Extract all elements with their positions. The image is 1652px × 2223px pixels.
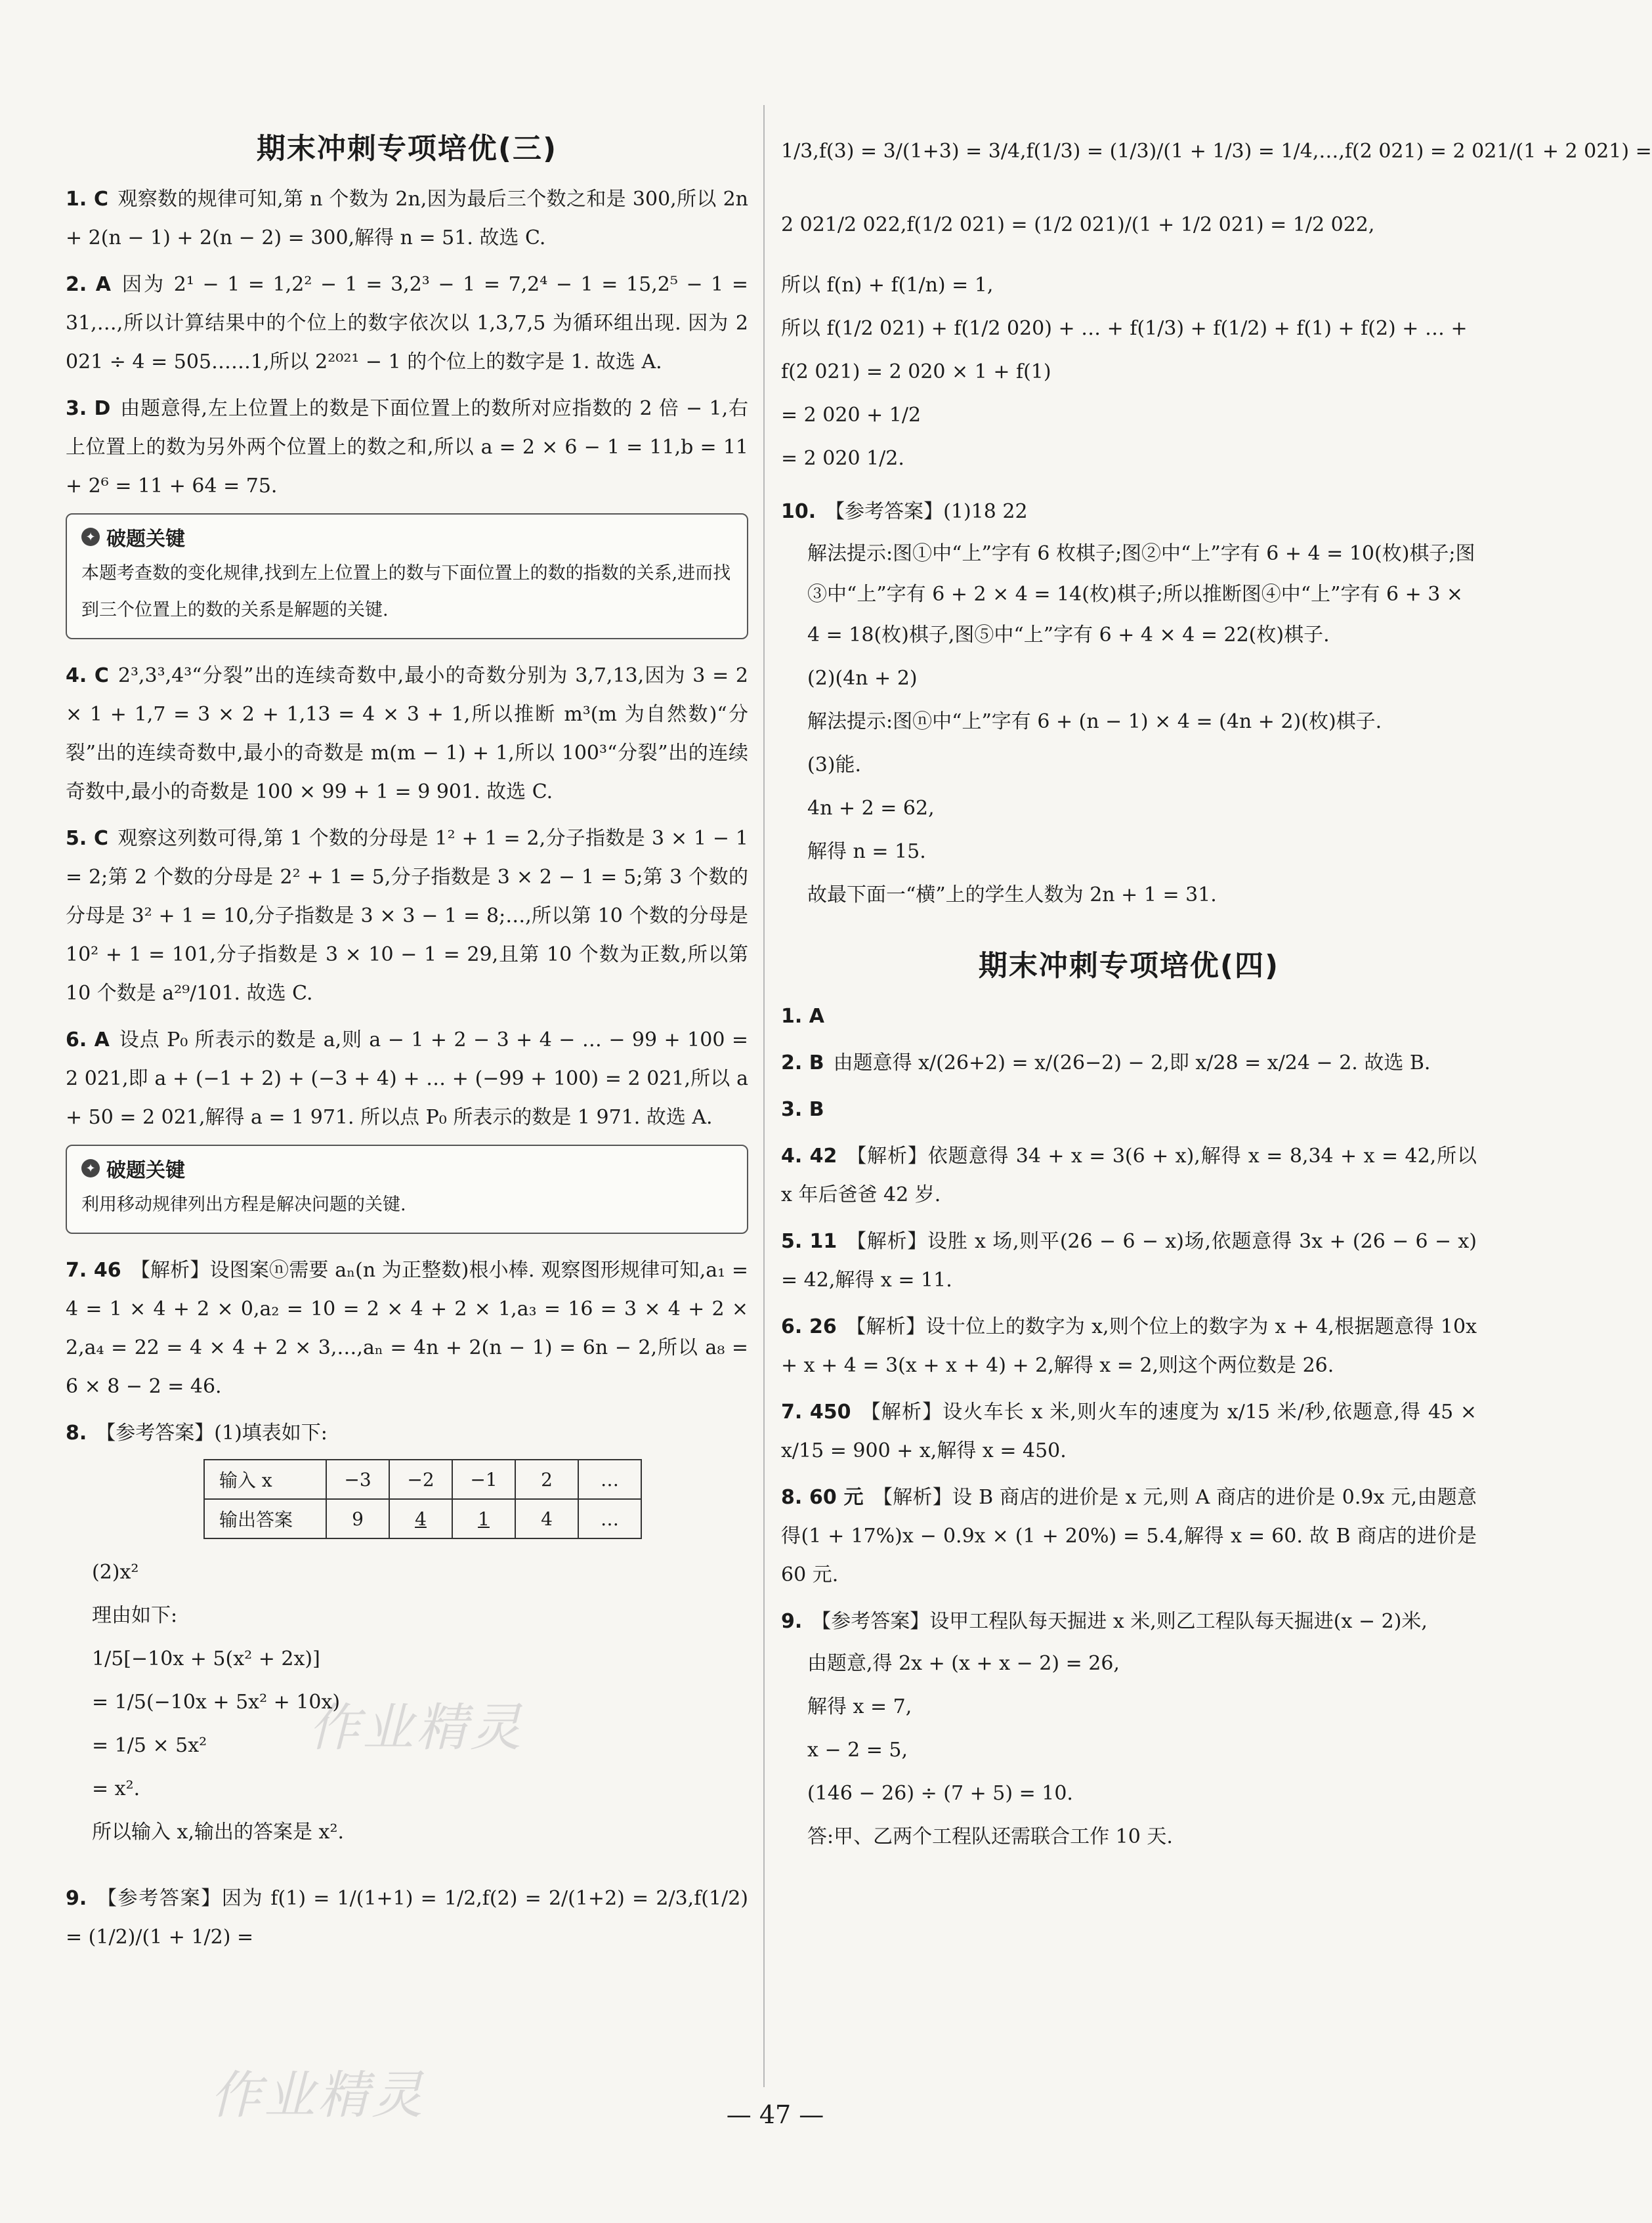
answer-text: 因为 2¹ − 1 = 1,2² − 1 = 3,2³ − 1 = 7,2⁴ − 1 = 15,2⁵ − 1 = 31,…,所以计算结果中的个位上的数字依次以 1,3,7,5 为循环组出现. 因为 2 021 ÷ 4 = 505……1,所以 2²⁰²¹ − 1 的个位上的数字是 1. 故选 A. bbox=[66, 273, 749, 373]
solution-line: 解法提示:图①中“上”字有 6 枚棋子;图②中“上”字有 6 + 4 = 10(枚)棋子;图③中“上”字有 6 + 2 × 4 = 14(枚)棋子;所以推断图④中“上”字有 6 + 3 × 4 = 18(枚)棋子,图⑤中“上”字有 6 + 4 × 4 = 22(枚)棋子. bbox=[807, 542, 1475, 646]
table-cell: −1 bbox=[452, 1460, 515, 1499]
answer-number: 8. bbox=[66, 1422, 87, 1445]
answer-item bbox=[781, 1137, 1477, 1214]
answer-text: 观察这列数可得,第 1 个数的分母是 1² + 1 = 2,分子指数是 3 × 1 − 1 = 2;第 2 个数的分母是 2² + 1 = 5,分子指数是 3 × 2 − 1 = 5;第 3 个数的分母是 3² + 1 = 10,分子指数是 3 × 3 − 1 = 8;…,所以第 10 个数的分母是 10² + 1 = 101,分子指数是 3 × 10 − 1 = 29,且第 10 个数为正数,所以第 10 个数是 a²⁹/101. 故选 C. bbox=[66, 827, 748, 1005]
key-insight-text: 利用移动规律列出方程是解决问题的关键. bbox=[81, 1195, 406, 1215]
table-cell: 1 bbox=[452, 1499, 515, 1538]
section-title: 期末冲刺专项培优(三) bbox=[256, 132, 558, 165]
answer-number: 7. 46 bbox=[66, 1259, 121, 1282]
answer-number: 6. 26 bbox=[781, 1315, 837, 1338]
answer-text: 【解析】设胜 x 场,则平(26 − 6 − x)场,依题意得 3x + (26 − 6 − x) = 42,解得 x = 11. bbox=[781, 1230, 1477, 1292]
answer-number: 5. 11 bbox=[781, 1230, 837, 1253]
answer-text: 【参考答案】(1)填表如下: bbox=[96, 1422, 328, 1445]
answer-item bbox=[66, 389, 748, 505]
column-divider bbox=[763, 105, 765, 2087]
answer-item bbox=[66, 819, 748, 1013]
answer-item bbox=[781, 1478, 1477, 1594]
answer-item bbox=[66, 180, 748, 257]
solution-line: 所以 f(n) + f(1/n) = 1, bbox=[781, 274, 994, 297]
answer-text: 由题意得 x/(26+2) = x/(26−2) − 2,即 x/28 = x/24 − 2. 故选 B. bbox=[833, 1051, 1431, 1074]
key-insight-label: 破题关键 bbox=[106, 1159, 185, 1182]
answer-number: 9. bbox=[66, 1887, 87, 1910]
answer-number: 6. A bbox=[66, 1028, 110, 1051]
answer-item bbox=[66, 1414, 748, 1452]
solution-line: (2)x² bbox=[92, 1561, 139, 1584]
answer-item bbox=[781, 1090, 1477, 1129]
key-insight-text: 本题考查数的变化规律,找到左上位置上的数与下面位置上的数的指数的关系,进而找到三个位置上的数的关系是解题的关键. bbox=[81, 563, 731, 620]
watermark: 作业精灵 bbox=[210, 2066, 426, 2125]
answer-number: 3. D bbox=[66, 397, 111, 420]
answer-number: 7. 450 bbox=[781, 1401, 851, 1424]
answer-text: 【解析】设十位上的数字为 x,则个位上的数字为 x + 4,根据题意得 10x + x + 4 = 3(x + x + 4) + 2,解得 x = 2,则这个两位数是 26. bbox=[781, 1315, 1477, 1377]
answer-item bbox=[66, 656, 748, 811]
table-cell: … bbox=[578, 1460, 641, 1499]
solution-line: = 2 020 + 1/2 bbox=[781, 404, 921, 427]
answer-number: 2. A bbox=[66, 273, 111, 296]
answer-text: 由题意得,左上位置上的数是下面位置上的数所对应指数的 2 倍 − 1,右上位置上的数为另外两个位置上的数之和,所以 a = 2 × 6 − 1 = 11,b = 11 + 2⁶ = 11 + 64 = 75. bbox=[66, 397, 748, 498]
answer-text: 【参考答案】设甲工程队每天掘进 x 米,则乙工程队每天掘进(x − 2)米, bbox=[811, 1610, 1428, 1633]
solution-line: (3)能. bbox=[807, 753, 862, 776]
right-column bbox=[781, 105, 1652, 1860]
solution-line: 所以 f(1/2 021) + f(1/2 020) + … + f(1/3) + f(1/2) + f(1) + f(2) + … + bbox=[781, 317, 1468, 340]
answer-number: 10. bbox=[781, 500, 816, 523]
table-cell: 2 bbox=[515, 1460, 578, 1499]
table-cell: −2 bbox=[389, 1460, 452, 1499]
answer-item bbox=[781, 492, 1477, 531]
answer-item bbox=[66, 1021, 748, 1137]
solution-line: 4n + 2 = 62, bbox=[807, 797, 935, 820]
lightbulb-icon: ✦ bbox=[81, 1159, 100, 1177]
solution-line: 解法提示:图ⓝ中“上”字有 6 + (n − 1) × 4 = (4n + 2)(枚)棋子. bbox=[807, 710, 1382, 733]
answer-number: 5. C bbox=[66, 827, 109, 850]
answer-item bbox=[781, 1222, 1477, 1300]
solution-line: = 1/5(−10x + 5x² + 10x) bbox=[92, 1691, 341, 1714]
solution-line: = x². bbox=[92, 1777, 140, 1800]
left-column bbox=[66, 105, 748, 1964]
table-cell: … bbox=[578, 1499, 641, 1538]
page-number: — 47 — bbox=[726, 2100, 824, 2129]
answer-item bbox=[781, 1393, 1477, 1470]
answer-text: 【参考答案】因为 f(1) = 1/(1+1) = 1/2,f(2) = 2/(1+2) = 2/3,f(1/2) = (1/2)/(1 + 1/2) = bbox=[66, 1887, 748, 1949]
solution-line: 理由如下: bbox=[92, 1604, 178, 1627]
answer-text: 设点 P₀ 所表示的数是 a,则 a − 1 + 2 − 3 + 4 − … − 99 + 100 = 2 021,即 a + (−1 + 2) + (−3 + 4) + … + (−99 + 100) = 2 021,所以 a + 50 = 2 021,解得 a = 1 971. 所以点 P₀ 所表示的数是 1 971. 故选 A. bbox=[66, 1028, 748, 1129]
answer-text: 【解析】设图案ⓝ需要 aₙ(n 为正整数)根小棒. 观察图形规律可知,a₁ = 4 = 1 × 4 + 2 × 0,a₂ = 10 = 2 × 4 + 2 × 1,a₃ = 16 = 3 × 4 + 2 × 2,a₄ = 22 = 4 × 4 + 2 × 3,…,aₙ = 4n + 2(n − 1) = 6n − 2,所以 a₈ = 6 × 8 − 2 = 46. bbox=[66, 1259, 748, 1398]
solution-line: 所以输入 x,输出的答案是 x². bbox=[92, 1821, 345, 1844]
solution-line: 解得 x = 7, bbox=[807, 1695, 912, 1718]
answer-number: 4. C bbox=[66, 664, 109, 687]
answer-number: 1. C bbox=[66, 188, 109, 211]
key-insight-box bbox=[66, 1145, 748, 1234]
answer-number: 8. 60 元 bbox=[781, 1486, 864, 1509]
answer-text: 【解析】依题意得 34 + x = 3(6 + x),解得 x = 8,34 + x = 42,所以 x 年后爸爸 42 岁. bbox=[781, 1145, 1477, 1206]
section-title: 期末冲刺专项培优(四) bbox=[978, 949, 1280, 983]
answer-item bbox=[781, 1044, 1477, 1082]
solution-line: 答:甲、乙两个工程队还需联合工作 10 天. bbox=[807, 1825, 1173, 1848]
key-insight-label: 破题关键 bbox=[106, 528, 185, 551]
solution-line: 由题意,得 2x + (x + x − 2) = 26, bbox=[807, 1652, 1120, 1675]
solution-line: = 2 020 1/2. bbox=[781, 447, 904, 470]
solution-line: 解得 n = 15. bbox=[807, 840, 926, 863]
input-output-table bbox=[203, 1459, 642, 1539]
solution-line: 1/3,f(3) = 3/(1+3) = 3/4,f(1/3) = (1/3)/(1 + 1/3) = 1/4,…,f(2 021) = 2 021/(1 + 2 021) = bbox=[781, 140, 1652, 163]
key-insight-title bbox=[81, 1154, 732, 1183]
key-insight-box bbox=[66, 513, 748, 639]
key-insight-title bbox=[81, 522, 732, 551]
solution-line: 故最下面一“横”上的学生人数为 2n + 1 = 31. bbox=[807, 883, 1217, 906]
solution-line: 2 021/2 022,f(1/2 021) = (1/2 021)/(1 + 1/2 021) = 1/2 022, bbox=[781, 213, 1375, 236]
watermark: 作业精灵 bbox=[308, 1699, 524, 1758]
table-cell: 4 bbox=[389, 1499, 452, 1538]
solution-line: x − 2 = 5, bbox=[807, 1739, 908, 1762]
answer-text: 2³,3³,4³“分裂”出的连续奇数中,最小的奇数分别为 3,7,13,因为 3 = 2 × 1 + 1,7 = 3 × 2 + 1,13 = 4 × 3 + 1,所以推断 m³(m 为自然数)“分裂”出的连续奇数中,最小的奇数是 m(m − 1) + 1,所以 100³“分裂”出的连续奇数中,最小的奇数是 100 × 99 + 1 = 9 901. 故选 C. bbox=[66, 664, 748, 803]
answer-text: 观察数的规律可知,第 n 个数为 2n,因为最后三个数之和是 300,所以 2n + 2(n − 1) + 2(n − 2) = 300,解得 n = 51. 故选 C. bbox=[66, 188, 749, 249]
answer-number: 9. bbox=[781, 1610, 803, 1633]
answer-item bbox=[66, 265, 748, 381]
table-row bbox=[204, 1460, 641, 1499]
solution-line: = 1/5 × 5x² bbox=[92, 1734, 207, 1757]
answer-text: 【参考答案】(1)18 22 bbox=[825, 500, 1028, 523]
answer-number: 2. B bbox=[781, 1051, 824, 1074]
solution-line: f(2 021) = 2 020 × 1 + f(1) bbox=[781, 360, 1051, 383]
table-cell: 输入 x bbox=[204, 1460, 326, 1499]
answer-item bbox=[66, 1879, 748, 1957]
answer-number: 4. 42 bbox=[781, 1145, 837, 1168]
answer-number: 1. A bbox=[781, 1005, 824, 1028]
solution-line: 1/5[−10x + 5(x² + 2x)] bbox=[92, 1647, 320, 1670]
answer-item bbox=[781, 1307, 1477, 1385]
answer-item bbox=[781, 1602, 1477, 1641]
table-cell: −3 bbox=[326, 1460, 389, 1499]
table-cell: 9 bbox=[326, 1499, 389, 1538]
solution-line: (2)(4n + 2) bbox=[807, 667, 918, 690]
answer-item bbox=[781, 997, 1477, 1036]
table-cell: 输出答案 bbox=[204, 1499, 326, 1538]
lightbulb-icon: ✦ bbox=[81, 528, 100, 546]
answer-text: 【解析】设 B 商店的进价是 x 元,则 A 商店的进价是 0.9x 元,由题意得(1 + 17%)x − 0.9x × (1 + 20%) = 5.4,解得 x = 60. 故 B 商店的进价是 60 元. bbox=[781, 1486, 1477, 1586]
answer-number: 3. B bbox=[781, 1098, 824, 1121]
table-cell: 4 bbox=[515, 1499, 578, 1538]
answer-text: 【解析】设火车长 x 米,则火车的速度为 x/15 米/秒,依题意,得 45 × x/15 = 900 + x,解得 x = 450. bbox=[781, 1401, 1477, 1462]
table-row bbox=[204, 1499, 641, 1538]
solution-line: (146 − 26) ÷ (7 + 5) = 10. bbox=[807, 1782, 1073, 1805]
answer-item bbox=[66, 1251, 748, 1406]
